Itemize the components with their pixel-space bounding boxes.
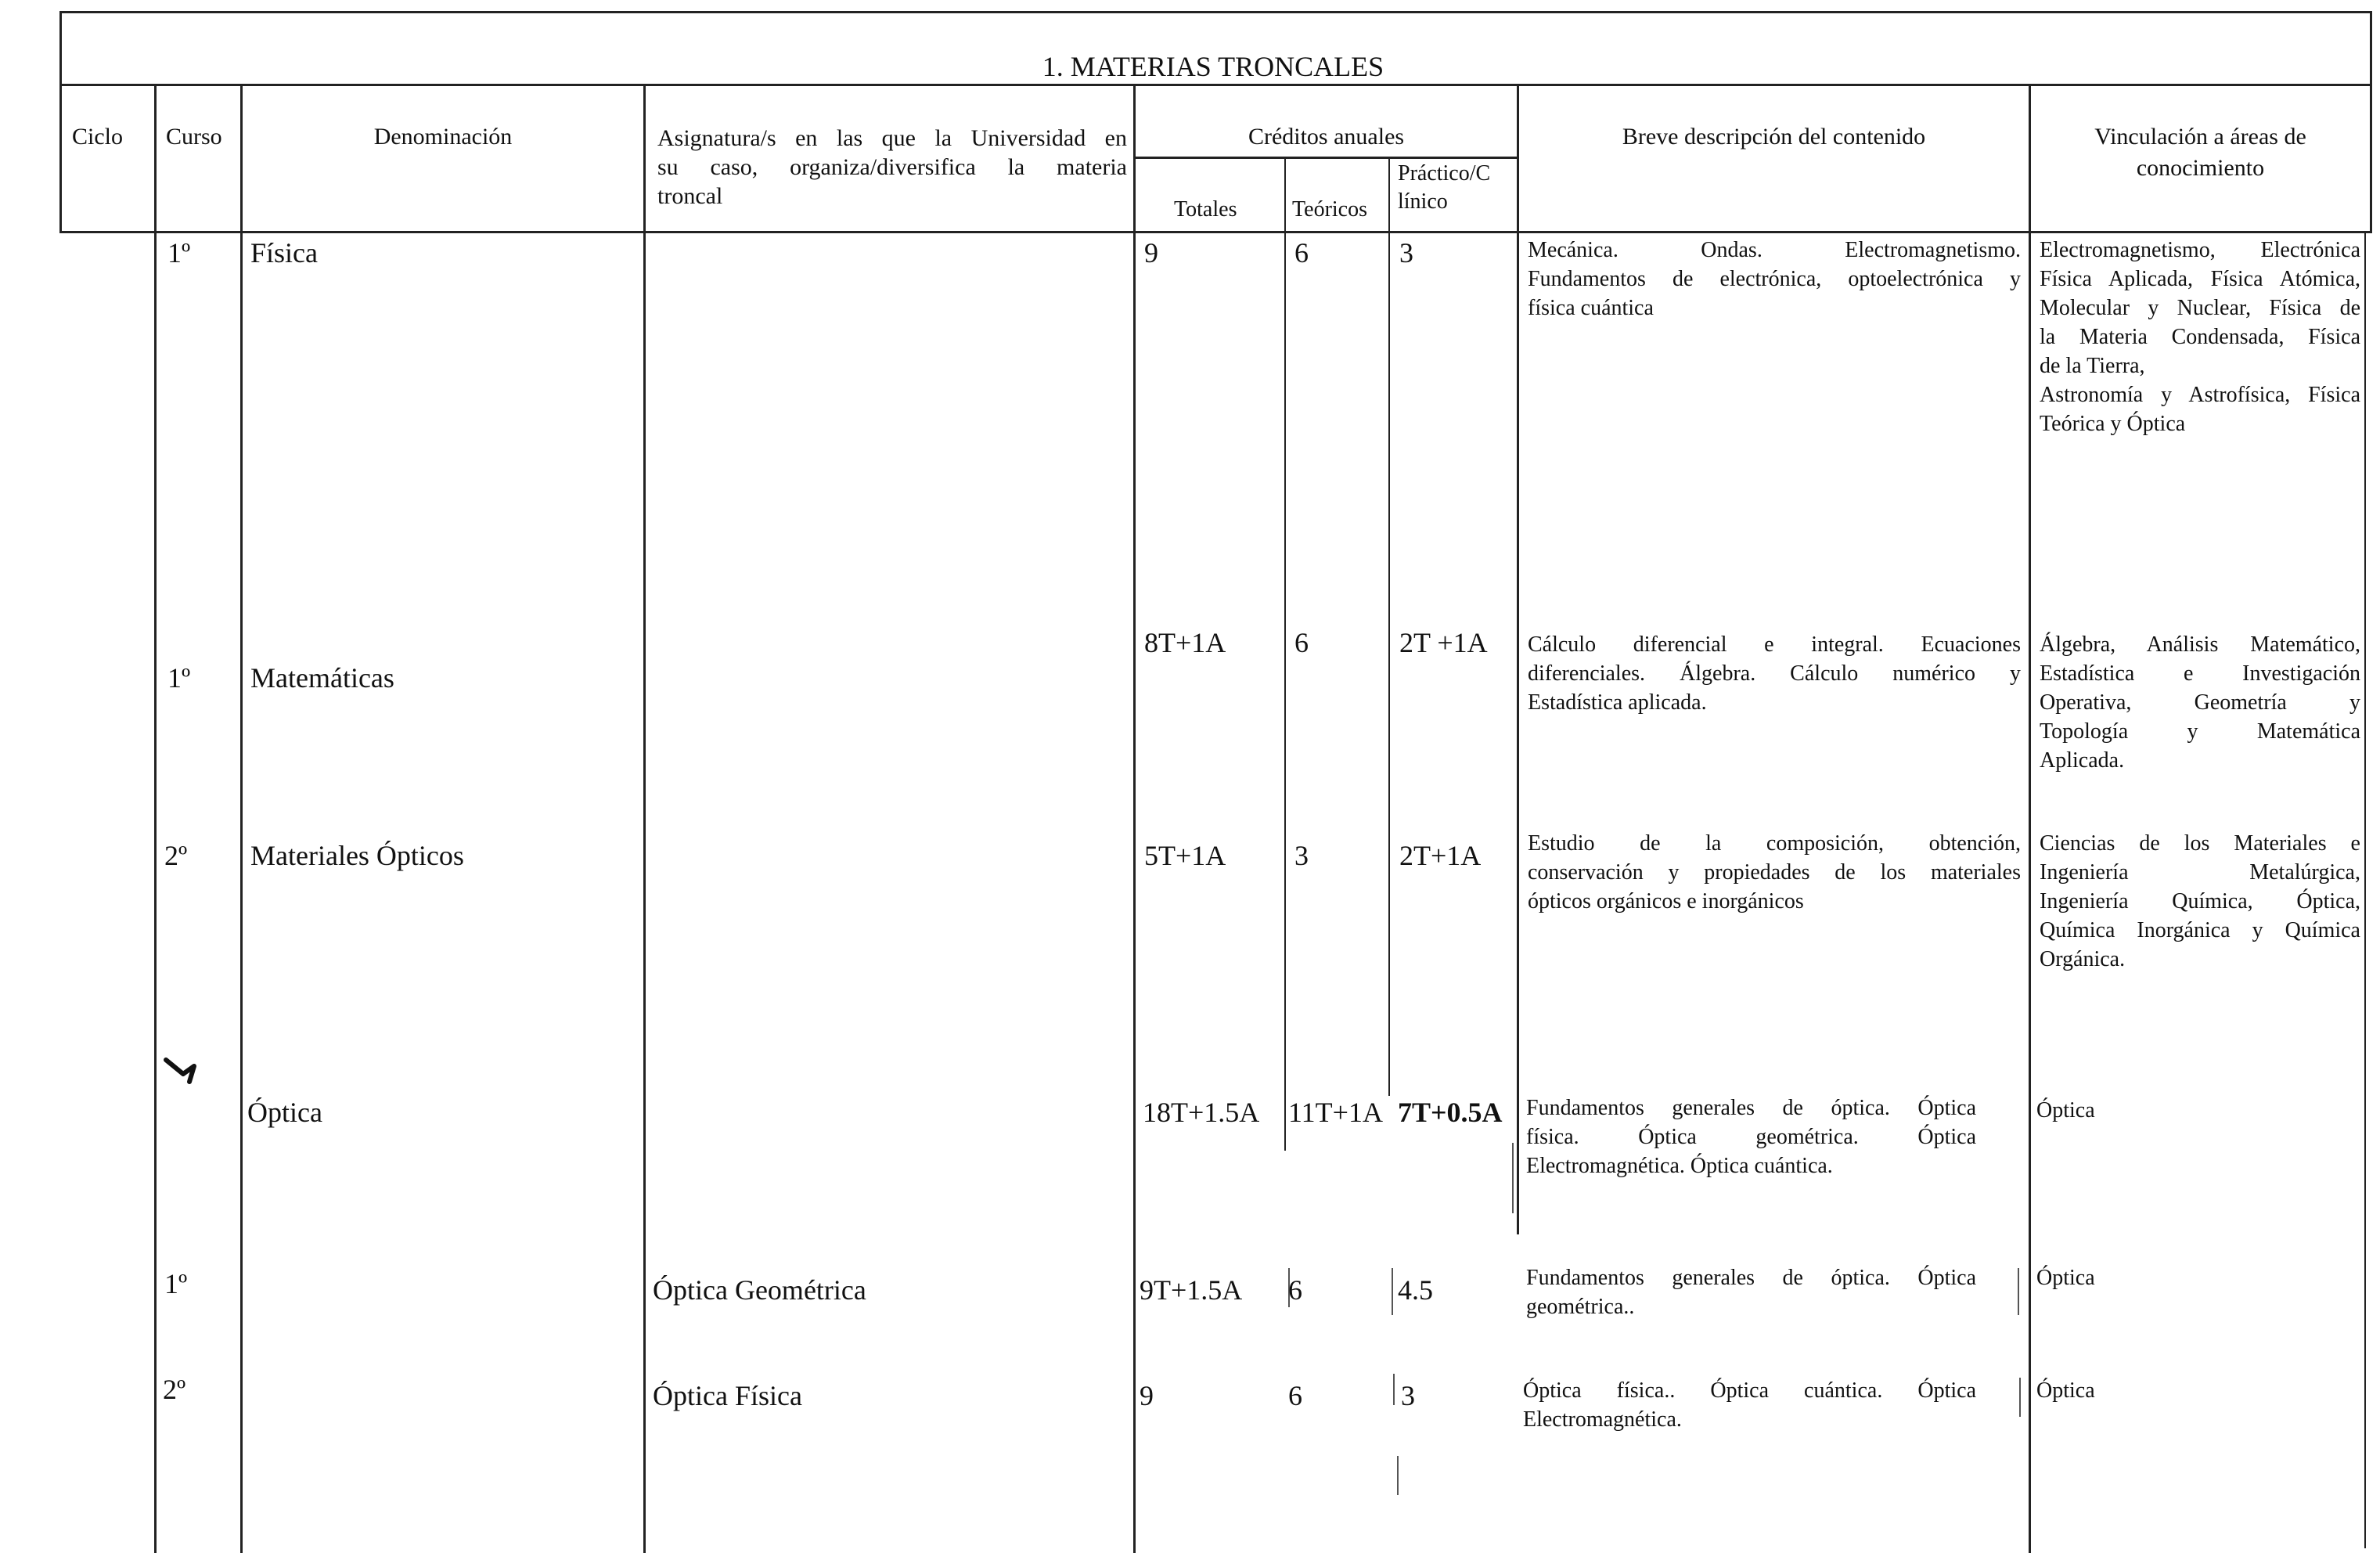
cell-descripcion: Cálculo diferencial e integral. Ecuaciones diferenciales. Álgebra. Cálculo numérico y Estadística aplicada. bbox=[1528, 632, 2021, 715]
cell-practicos: 7T+0.5A bbox=[1398, 1097, 1503, 1128]
cell-teoricos: 3 bbox=[1294, 840, 1309, 871]
header-totales: Totales bbox=[1174, 197, 1237, 222]
cell-teoricos: 6 bbox=[1294, 237, 1309, 268]
cell-curso: 2º bbox=[164, 840, 188, 871]
cell-curso: 1º bbox=[164, 1268, 188, 1299]
cell-totales: 18T+1.5A bbox=[1143, 1097, 1260, 1128]
cell-denominacion: Física bbox=[250, 237, 318, 268]
cell-denominacion: Óptica bbox=[247, 1097, 322, 1128]
header-practico-1: Práctico/C bbox=[1398, 161, 1491, 186]
cell-descripcion: Estudio de la composición, obtención, conservación y propiedades de los materiales ópticos orgánicos e inorgánicos bbox=[1528, 831, 2021, 913]
cell-teoricos: 11T+1A bbox=[1288, 1097, 1383, 1128]
cell-totales: 8T+1A bbox=[1144, 627, 1226, 658]
cell-curso: 1º bbox=[167, 237, 191, 268]
header-denominacion: Denominación bbox=[373, 124, 513, 150]
cell-descripcion: Fundamentos generales de óptica. Óptica física. Óptica geométrica. Óptica Electromagnética. Óptica cuántica. bbox=[1526, 1096, 1976, 1178]
cell-descripcion: Fundamentos generales de óptica. Óptica geométrica.. bbox=[1526, 1266, 1976, 1319]
cell-asignatura: Óptica Geométrica bbox=[653, 1274, 866, 1306]
cell-asignatura: Óptica Física bbox=[653, 1380, 802, 1411]
header-teoricos: Teóricos bbox=[1292, 197, 1368, 222]
cell-totales: 5T+1A bbox=[1144, 840, 1226, 871]
handwritten-mark-icon bbox=[160, 1049, 207, 1096]
cell-descripcion: Mecánica. Ondas. Electromagnetismo. Fundamentos de electrónica, optoelectrónica y física cuántica bbox=[1528, 238, 2021, 320]
header-creditos: Créditos anuales bbox=[1248, 124, 1405, 150]
cell-denominacion: Materiales Ópticos bbox=[250, 840, 464, 871]
cell-totales: 9 bbox=[1144, 237, 1158, 268]
cell-denominacion: Matemáticas bbox=[250, 662, 394, 694]
cell-teoricos: 6 bbox=[1294, 627, 1309, 658]
cell-vinculacion: Electromagnetismo, Electrónica Física Aplicada, Física Atómica, Molecular y Nuclear, Física de la Materia Condensada, Física de la Tierra, Astronomía y Astrofísica, Física Teórica y Óptica bbox=[2040, 238, 2360, 436]
cell-vinculacion: Ciencias de los Materiales e Ingeniería Metalúrgica, Ingeniería Química, Óptica, Química Inorgánica y Química Orgánica. bbox=[2040, 831, 2360, 971]
header-descripcion: Breve descripción del contenido bbox=[1622, 124, 1926, 150]
page-title: 1. MATERIAS TRONCALES bbox=[1042, 51, 1384, 82]
cell-practicos: 3 bbox=[1401, 1380, 1415, 1411]
cell-vinculacion: Álgebra, Análisis Matemático, Estadística e Investigación Operativa, Geometría y Topología y Matemática Aplicada. bbox=[2040, 632, 2360, 773]
cell-teoricos: 6 bbox=[1288, 1380, 1302, 1411]
cell-totales: 9 bbox=[1140, 1380, 1154, 1411]
header-asignaturas: Asignatura/s en las que la Universidad en su caso, organiza/diversifica la materia troncal bbox=[657, 125, 1127, 209]
header-curso: Curso bbox=[166, 124, 222, 150]
cell-teoricos: 6 bbox=[1288, 1274, 1302, 1306]
cell-totales: 9T+1.5A bbox=[1140, 1274, 1243, 1306]
cell-practicos: 4.5 bbox=[1398, 1274, 1433, 1306]
cell-descripcion: Óptica física.. Óptica cuántica. Óptica Electromagnética. bbox=[1523, 1378, 1976, 1432]
cell-practicos: 2T+1A bbox=[1399, 840, 1482, 871]
header-vinculacion-2: conocimiento bbox=[2136, 155, 2265, 181]
cell-practicos: 3 bbox=[1399, 237, 1413, 268]
header-vinculacion-1: Vinculación a áreas de bbox=[2094, 124, 2306, 150]
cell-vinculacion: Óptica bbox=[2036, 1266, 2095, 1290]
cell-curso: 1º bbox=[167, 662, 191, 694]
header-ciclo: Ciclo bbox=[72, 124, 123, 150]
cell-curso: 2º bbox=[163, 1374, 186, 1405]
cell-vinculacion: Óptica bbox=[2036, 1378, 2095, 1403]
cell-practicos: 2T +1A bbox=[1399, 627, 1488, 658]
header-practico-2: línico bbox=[1398, 189, 1448, 214]
cell-vinculacion: Óptica bbox=[2036, 1098, 2095, 1122]
